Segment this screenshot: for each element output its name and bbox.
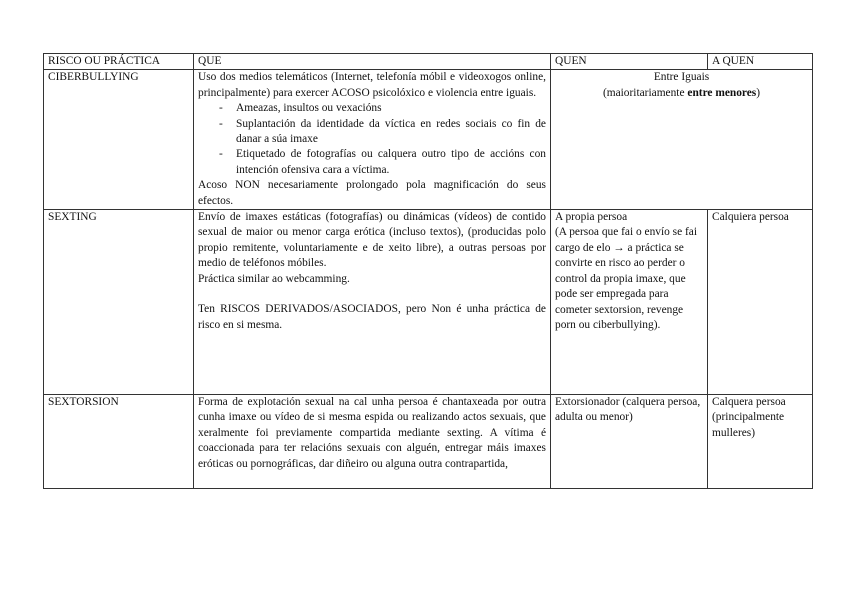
- quen-line2-pre: (maioritariamente: [602, 86, 688, 99]
- quen-line2-post: ): [756, 86, 761, 99]
- que-cell: Forma de explotación sexual na cal unha persoa é chantaxeada por outra cunha imaxe ou vídeo de si mesma espida ou realizando actos sexuais, que xeralmente foi previamente compartida mediante sexting. A vítima é coaccionada para ter relacións sexuais con alguén, entregar máis imaxes eróticas ou pornográficas, dar diñeiro ou alguna outra contrapartida,: [194, 395, 551, 489]
- quen-line2: [555, 86, 808, 101]
- risk-name: CIBERBULLYING: [44, 70, 194, 210]
- quen-cell-merged: [551, 70, 813, 210]
- quen-cell: [551, 210, 708, 395]
- header-a-quen: A QUEN: [708, 54, 813, 70]
- table-row-sexting: [44, 210, 813, 395]
- que-outro: Acoso NON necesariamente prolongado pola magnificación do seus efectos.: [198, 179, 546, 207]
- que-cell: [194, 70, 551, 210]
- quen-line1: Entre Iguais: [653, 71, 710, 84]
- que-paragraph-3: Ten RISCOS DERIVADOS/ASOCIADOS, pero Non é unha práctica de risco en si mesma.: [198, 303, 546, 331]
- table-row-ciberbullying: [44, 70, 813, 210]
- que-intro: Uso dos medios telemáticos (Internet, telefonía móbil e videoxogos online, principalmente) para exercer ACOSO psicolóxico e violencia entre iguais.: [198, 71, 546, 99]
- list-item: - Ameazas, insultos ou vexacións: [236, 101, 546, 116]
- paragraph-spacer: [198, 287, 546, 302]
- que-paragraph-1: Envío de imaxes estáticas (fotografías) ou dinámicas (vídeos) de contido sexual de maior ou menor carga erótica (incluso textos), (producidas polo propio remitente, voluntariamente e de xeito libre), a outras persoas por medio de teléfonos móbiles.: [198, 211, 546, 270]
- risk-name: SEXTING: [44, 210, 194, 395]
- risk-name: SEXTORSION: [44, 395, 194, 489]
- quen-cell: Extorsionador (calquera persoa, adulta ou menor): [551, 395, 708, 489]
- que-paragraph-2: Práctica similar ao webcamming.: [198, 272, 350, 285]
- header-row: [44, 54, 813, 70]
- list-item: - Suplantación da identidade da víctica en redes sociais co fin de danar a súa imaxe: [236, 117, 546, 148]
- header-quen: QUEN: [551, 54, 708, 70]
- quen-line2-bold: entre menores: [687, 86, 757, 99]
- quen-line2: (A persoa que fai o envío se fai cargo de elo → a práctica se convirte en risco ao perder o control da propia imaxe, que pode ser empregada para cometer sextorsion, revenge porn ou ciberbullying).: [555, 226, 698, 331]
- table-row-sextorsion: [44, 395, 813, 489]
- que-bullet-list: [198, 101, 546, 178]
- list-item: - Etiquetado de fotografías ou calquera outro tipo de accións con intención ofensiva cara a víctima.: [236, 147, 546, 178]
- que-cell: [194, 210, 551, 395]
- header-que: QUE: [194, 54, 551, 70]
- risk-table: [43, 53, 813, 489]
- quen-line1: A propia persoa: [555, 211, 628, 224]
- a-quen-cell: Calquiera persoa: [708, 210, 813, 395]
- header-risk: RISCO OU PRÁCTICA: [44, 54, 194, 70]
- a-quen-cell: Calquera persoa (principalmente mulleres): [708, 395, 813, 489]
